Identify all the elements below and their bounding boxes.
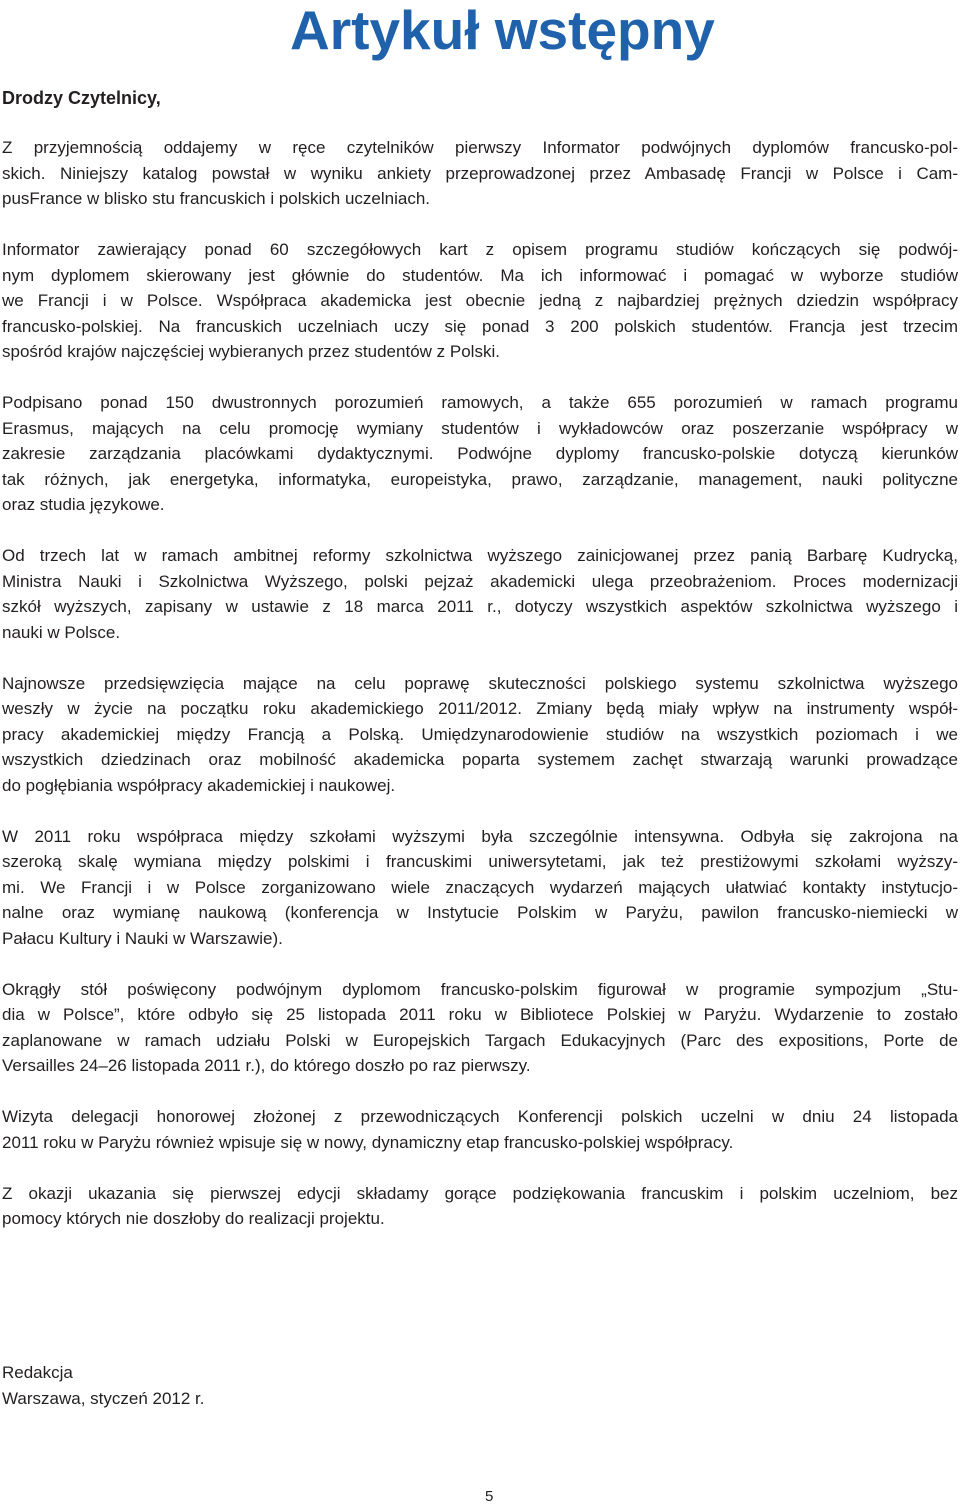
paragraph	[2, 977, 958, 1079]
paragraph	[2, 1104, 958, 1155]
paragraph-line: Podpisano ponad 150 dwustronnych porozumień ramowych, a także 655 porozumień w ramach programu	[2, 393, 958, 412]
paragraph-line: spośród krajów najczęściej wybieranych przez studentów z Polski.	[2, 342, 500, 361]
paragraph-line: szeroką skalę wymiana między polskimi i francuskimi uniwersytetami, jak też prestiżowymi szkołami wyższy-	[2, 852, 958, 871]
signature-author: Redakcja	[2, 1363, 73, 1382]
paragraph-line: Informator zawierający ponad 60 szczegółowych kart z opisem programu studiów kończących się podwój-	[2, 240, 958, 259]
paragraph	[2, 135, 958, 212]
paragraph-line: Od trzech lat w ramach ambitnej reformy szkolnictwa wyższego zainicjowanej przez panią Barbarę Kudrycką,	[2, 546, 958, 565]
paragraph-line: nym dyplomem skierowany jest głównie do studentów. Ma ich informować i pomagać w wyborze studiów	[2, 265, 958, 285]
paragraph-line: Najnowsze przedsięwzięcia mające na celu poprawę skuteczności polskiego systemu szkolnictwa wyższego	[2, 673, 958, 693]
paragraph-line: Pałacu Kultury i Nauki w Warszawie).	[2, 928, 283, 948]
paragraph-line: oraz studia językowe.	[2, 495, 165, 514]
paragraph-line: 2011 roku w Paryżu również wpisuje się w nowy, dynamiczny etap francusko-polskiej współpracy.	[2, 1132, 734, 1152]
paragraph	[2, 671, 958, 799]
paragraph-line: Z okazji ukazania się pierwszej edycji składamy gorące podziękowania francuskim i polskim uczelniom, bez	[2, 1183, 958, 1203]
page-title: Artykuł wstępny	[290, 0, 715, 61]
paragraph	[2, 390, 958, 518]
paragraph-line: pracy akademickiej między Francją a Polską. Umiędzynarodowienie studiów na wszystkich poziomach i we	[2, 724, 958, 744]
paragraph-line: zakresie zarządzania placówkami dydaktycznymi. Podwójne dyplomy francusko-polskie dotyczą kierunków	[2, 444, 958, 463]
paragraph-line: tak różnych, jak energetyka, informatyka, europeistyka, prawo, zarządzanie, management, nauki polityczne	[2, 469, 958, 489]
paragraph-line: Ministra Nauki i Szkolnictwa Wyższego, polski pejzaż akademicki ulega przeobrażeniom. Proces modernizacji	[2, 571, 958, 591]
paragraph-line: W 2011 roku współpraca między szkołami wyższymi była szczególnie intensywna. Odbyła się zakrojona na	[2, 826, 958, 846]
paragraph-line: nalne oraz wymianę naukową (konferencja w Instytucie Polskim w Paryżu, pawilon francusko-niemiecki w	[2, 903, 958, 922]
article-body	[2, 135, 958, 1257]
salutation: Drodzy Czytelnicy,	[2, 88, 161, 108]
paragraph-line: Z przyjemnością oddajemy w ręce czytelników pierwszy Informator podwójnych dyplomów francusko-pol-	[2, 138, 958, 157]
paragraph	[2, 1181, 958, 1232]
paragraph-line: wszystkich dziedzinach oraz mobilność akademicka poparta systemem zachęt stwarzają warunki prowadzące	[2, 750, 958, 769]
page-number: 5	[485, 1488, 494, 1505]
signature-place-date: Warszawa, styczeń 2012 r.	[2, 1388, 205, 1408]
paragraph-line: mi. We Francji i w Polsce zorganizowano wiele znaczących wydarzeń mających ułatwiać kontakty instytucjo-	[2, 877, 958, 897]
paragraph-line: pusFrance w blisko stu francuskich i polskich uczelniach.	[2, 189, 431, 208]
paragraph-line: Okrągły stół poświęcony podwójnym dyplomom francusko-polskim figurował w programie sympozjum „Stu-	[2, 979, 958, 999]
paragraph	[2, 543, 958, 645]
paragraph-line: Wizyta delegacji honorowej złożonej z przewodniczących Konferencji polskich uczelni w dniu 24 listopada	[2, 1107, 958, 1126]
paragraph-line: Erasmus, mających na celu promocję wymiany studentów i wykładowców oraz poszerzanie współpracy w	[2, 418, 958, 438]
paragraph-line: szkół wyższych, zapisany w ustawie z 18 marca 2011 r., dotyczy wszystkich aspektów szkolnictwa wyższego i	[2, 597, 958, 616]
paragraph-line: do pogłębiania współpracy akademickiej i naukowej.	[2, 775, 396, 795]
paragraph-line: francusko-polskiej. Na francuskich uczelniach uczy się ponad 3 200 polskich studentów. Francja jest trzecim	[2, 316, 958, 336]
paragraph-line: dia w Polsce”, które odbyło się 25 listopada 2011 roku w Bibliotece Polskiej w Paryżu. Wydarzenie to zostało	[2, 1005, 958, 1024]
paragraph	[2, 824, 958, 952]
paragraph-line: weszły w życie na początku roku akademickiego 2011/2012. Zmiany będą miały wpływ na instrumenty współ-	[2, 699, 958, 718]
signature	[2, 1360, 602, 1411]
paragraph-line: Versailles 24–26 listopada 2011 r.), do którego doszło po raz pierwszy.	[2, 1056, 531, 1075]
paragraph-line: skich. Niniejszy katalog powstał w wyniku ankiety przeprowadzonej przez Ambasadę Francji w Polsce i Cam-	[2, 163, 958, 183]
paragraph-line: zaplanowane w ramach udziału Polski w Europejskich Targach Edukacyjnych (Parc des expositions, Porte de	[2, 1030, 958, 1050]
paragraph	[2, 237, 958, 365]
paragraph-line: pomocy których nie doszłoby do realizacji projektu.	[2, 1209, 385, 1228]
paragraph-line: nauki w Polsce.	[2, 622, 121, 642]
paragraph-line: we Francji i w Polsce. Współpraca akademicka jest obecnie jedną z najbardziej prężnych dziedzin współpracy	[2, 291, 958, 310]
